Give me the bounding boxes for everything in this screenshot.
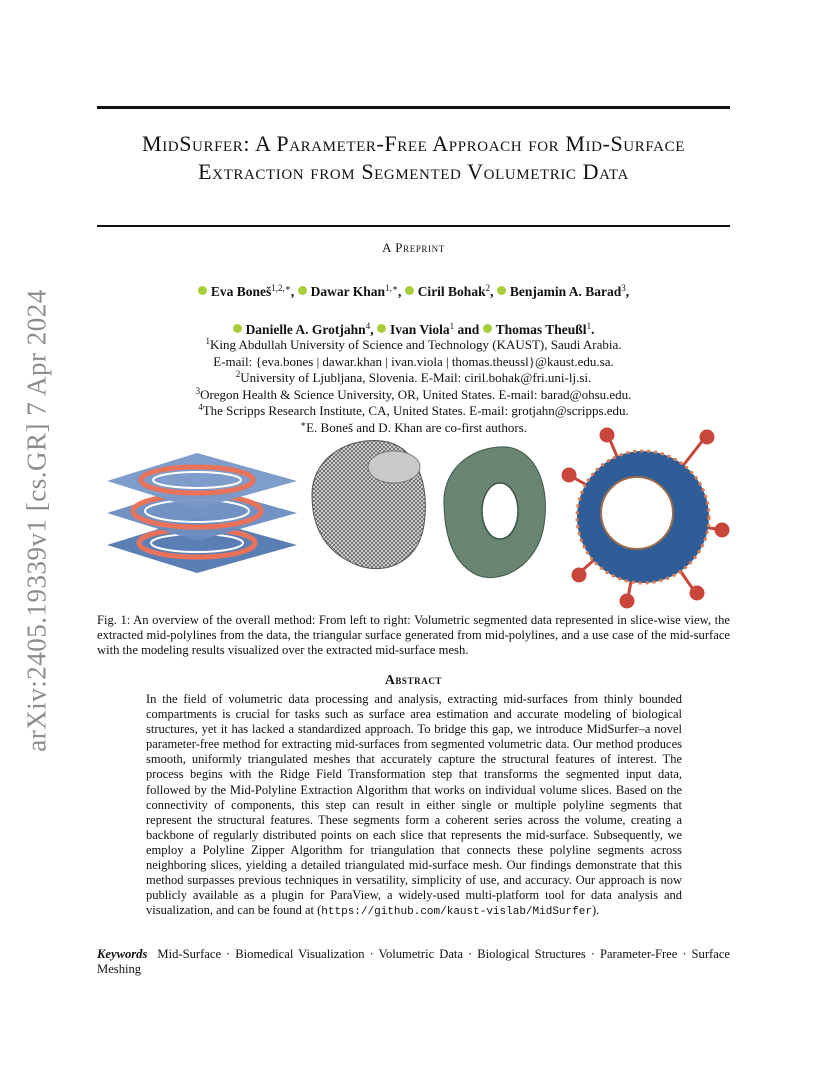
affiliation-line: $^3$Oregon Health & Science University, OR, United States. E-mail: barad@ohsu.edu. bbox=[195, 385, 632, 402]
figure-panel-polylines bbox=[302, 425, 432, 610]
affiliation-line: $^4$The Scripps Research Institute, CA, United States. E-mail: grotjahn@scripps.edu. bbox=[198, 402, 629, 418]
affiliations bbox=[97, 337, 730, 436]
author[interactable]: Danielle A. Grotjahn$^4$, bbox=[233, 322, 374, 337]
orcid-icon[interactable] bbox=[497, 286, 506, 295]
slice-plane-top bbox=[107, 453, 297, 509]
paper-title: MidSurfer: A Parameter-Free Approach for Mid-Surface Extraction from Segmented Volumetric Data bbox=[142, 131, 685, 184]
orcid-icon[interactable] bbox=[298, 286, 307, 295]
repo-link[interactable]: https://github.com/kaust-vislab/MidSurfer bbox=[321, 906, 592, 919]
figure-caption: Fig. 1: An overview of the overall method: From left to right: Volumetric segmented data represented in slice-wise view, the extracted mid-polylines from the data, the triangular surface generated from mid-polylines, and a use case of the mid-surface with the modeling results visualized over the extracted mid-surface mesh. bbox=[97, 613, 730, 657]
orcid-icon[interactable] bbox=[198, 286, 207, 295]
title-bottom-rule bbox=[97, 225, 730, 227]
figure-panel-slices bbox=[97, 425, 302, 610]
affiliation-line: $^1$King Abdullah University of Science and Technology (KAUST), Saudi Arabia. bbox=[205, 336, 622, 352]
author[interactable]: Benjamin A. Barad$^3$, bbox=[497, 284, 629, 299]
title-top-rule bbox=[97, 106, 730, 109]
arxiv-stamp: arXiv:2405.19339v1 [cs.GR] 7 Apr 2024 bbox=[21, 288, 52, 752]
author[interactable]: Eva Boneš$^{1,2,∗}$, bbox=[198, 284, 294, 299]
overview-figure bbox=[97, 425, 730, 610]
author[interactable]: Thomas Theußl$^1$. bbox=[483, 322, 595, 337]
affiliation-line: ∗E. Boneš and D. Khan are co-first authors. bbox=[299, 418, 528, 435]
orcid-icon[interactable] bbox=[483, 324, 492, 333]
preprint-label: A Preprint bbox=[382, 240, 445, 255]
abstract-body: In the field of volumetric data processing and analysis, extracting mid-surfaces from thinly bounded compartments is crucial for tasks such as surface area estimation and accurate modeling of biological structures, yet it has lacked a standardized approach. To bridge this gap, we introduce MidSurfer–a novel parameter-free method for extracting mid-surfaces from segmented volumetric data. Our method produces smooth, uniformly triangulated meshes that accurately capture the structural features of interest. The process begins with the Ridge Field Transformation step that transforms the segmented input data, followed by the Mid-Polyline Extraction Algorithm that works on individual volume slices. Based on the connectivity of components, this step can result in either single or multiple polyline segments that represent the structural features. These segments form a coherent series across the volume, creating a backbone of regularly distributed points on each slice that represents the mid-surface. Subsequently, we employ a Polyline Zipper Algorithm for triangulation that connects these polyline segments across neighboring slices, yielding a detailed triangulated mid-surface mesh. Our findings demonstrate that this method surpasses previous techniques in versatility, simplicity of use, and accuracy. Our approach is now publicly available as a plugin for ParaView, a widely-used multi-platform tool for data analysis and visualization, and can be found at (https://github.com/kaust-vislab/MidSurfer). bbox=[146, 692, 682, 919]
author[interactable]: Ivan Viola$^1$ and bbox=[377, 322, 479, 337]
author[interactable]: Ciril Bohak$^2$, bbox=[405, 284, 494, 299]
keywords: Keywords Mid-Surface · Biomedical Visualization · Volumetric Data · Biological Structures · Parameter-Free · Surface Meshing bbox=[97, 947, 730, 976]
orcid-icon[interactable] bbox=[233, 324, 242, 333]
keywords-label: Keywords bbox=[97, 947, 148, 961]
orcid-icon[interactable] bbox=[405, 286, 414, 295]
author-line-1 bbox=[97, 284, 730, 300]
figure-panel-mesh bbox=[432, 425, 552, 610]
orcid-icon[interactable] bbox=[377, 324, 386, 333]
affiliation-line: $^2$University of Ljubljana, Slovenia. E-Mail: ciril.bohak@fri.uni-lj.si. bbox=[235, 369, 592, 385]
affiliation-line: E-mail: {eva.bones | dawar.khan | ivan.viola | thomas.theussl}@kaust.edu.sa. bbox=[213, 353, 614, 369]
figure-panel-virus bbox=[557, 425, 730, 610]
author-line-2 bbox=[97, 322, 730, 338]
author[interactable]: Dawar Khan$^{1,∗}$, bbox=[298, 284, 402, 299]
abstract-heading: Abstract bbox=[384, 672, 443, 687]
